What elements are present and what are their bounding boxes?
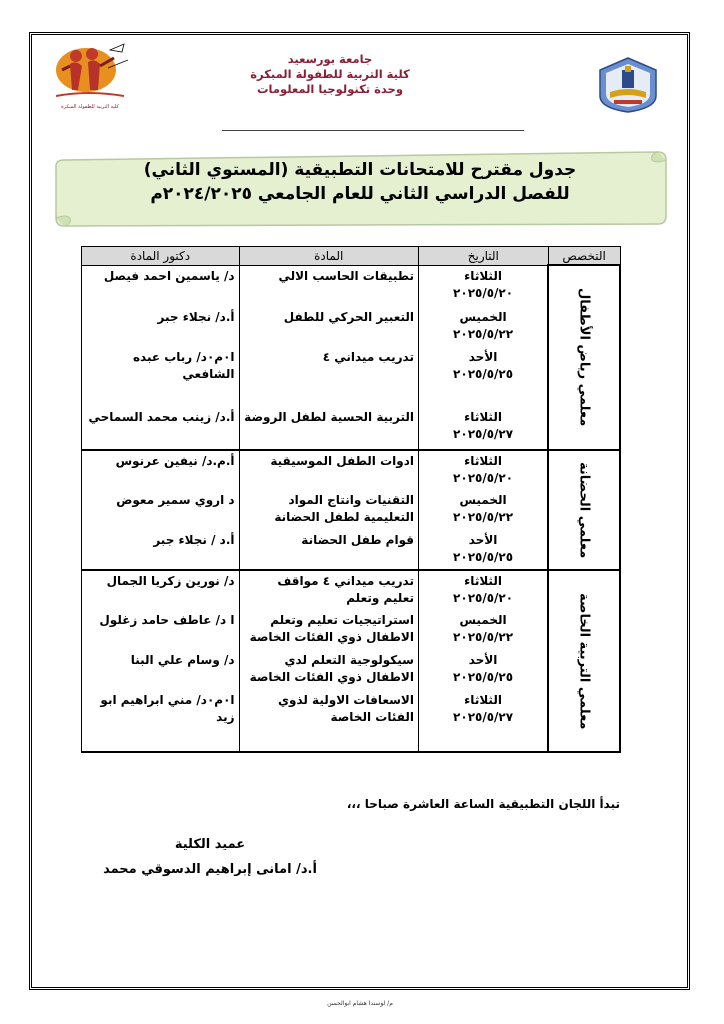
table-header-row: [82, 247, 621, 266]
doctor-cell: د/ نورين زكريا الجمال: [82, 570, 240, 610]
exam-schedule-table: [81, 246, 621, 753]
day-label: الثلاثاء: [464, 410, 502, 424]
day-label: الأحد: [468, 350, 498, 364]
title-line-1: جدول مقترح للامتحانات التطبيقية (المستوي الثاني): [143, 160, 577, 180]
university-header: [230, 52, 430, 97]
university-name: جامعة بورسعيد: [287, 52, 373, 66]
day-label: الثلاثاء: [464, 454, 502, 468]
date-label: ٢٠٢٥/٥/٢٥: [453, 367, 514, 381]
subject-cell: استراتيجيات تعليم وتعلم الاطفال ذوي الفئات الخاصة: [239, 610, 418, 650]
footer-credit: م/ لوسندا هشام ابوالحسن: [327, 1000, 393, 1007]
dean-title: عميد الكلية: [174, 837, 246, 852]
day-label: الخميس: [459, 613, 507, 627]
subject-cell: تطبيقات الحاسب الالي: [239, 265, 418, 307]
date-cell: [418, 307, 548, 347]
date-label: ٢٠٢٥/٥/٢٥: [453, 550, 514, 564]
table-row: [82, 610, 621, 650]
dean-name: أ.د/ امانى إبراهيم الدسوقي محمد: [103, 862, 317, 877]
subject-cell: تدريب ميداني ٤: [239, 347, 418, 407]
header-specialization: التخصص: [548, 247, 620, 266]
doctor-cell: د/ وسام علي البنا: [82, 650, 240, 690]
doctor-cell: أ.د/ نجلاء جبر: [82, 307, 240, 347]
table-row: [82, 307, 621, 347]
doctor-cell: د اروي سمير معوض: [82, 490, 240, 530]
logo-caption: كلية التربية للطفولة المبكرة: [61, 104, 119, 110]
table-row: [82, 490, 621, 530]
header-subject: المادة: [239, 247, 418, 266]
date-cell: [418, 265, 548, 307]
day-label: الخميس: [459, 310, 507, 324]
table-row: [82, 347, 621, 407]
specialization-cell: معلمي الحضانة: [548, 450, 620, 570]
header-doctor: دكتور المادة: [82, 247, 240, 266]
date-cell: [418, 650, 548, 690]
doctor-cell: أ.د/ زينب محمد السماحي: [82, 407, 240, 450]
date-label: ٢٠٢٥/٥/٢٠: [453, 285, 514, 300]
subject-cell: ادوات الطفل الموسيقية: [239, 450, 418, 490]
header-date: التاريخ: [418, 247, 548, 266]
doctor-cell: أ.م.د/ نيفين عرنوس: [82, 450, 240, 490]
table-row: [82, 570, 621, 610]
doctor-cell: ا د/ عاطف حامد زغلول: [82, 610, 240, 650]
date-label: ٢٠٢٥/٥/٢٧: [453, 427, 514, 441]
unit-name: وحدة تكنولوجيا المعلومات: [257, 82, 403, 96]
day-label: الثلاثاء: [464, 574, 502, 588]
date-label: ٢٠٢٥/٥/٢٠: [453, 591, 514, 605]
table-row: [82, 265, 621, 307]
date-label: ٢٠٢٥/٥/٢٧: [453, 710, 514, 724]
table-row: [82, 690, 621, 752]
date-cell: [418, 347, 548, 407]
university-logo: [596, 56, 660, 114]
date-cell: [418, 610, 548, 650]
date-label: ٢٠٢٥/٥/٢٢: [453, 510, 514, 524]
header-divider: [222, 130, 524, 131]
subject-cell: قوام طفل الحضانة: [239, 530, 418, 570]
specialization-cell: معلمي رياض الأطفال: [548, 265, 620, 450]
faculty-logo: [48, 40, 133, 112]
date-label: ٢٠٢٥/٥/٢٠: [453, 471, 514, 485]
subject-cell: التعبير الحركي للطفل: [239, 307, 418, 347]
doctor-cell: د/ ياسمين احمد فيصل: [82, 265, 240, 307]
doctor-cell: ا٠م٠د/ مني ابراهيم ابو زيد: [82, 690, 240, 752]
subject-cell: الاسعافات الاولية لذوي الفئات الخاصة: [239, 690, 418, 752]
day-label: الثلاثاء: [464, 268, 502, 283]
specialization-cell: معلمي التربية الخاصة: [548, 570, 620, 752]
date-label: ٢٠٢٥/٥/٢٢: [453, 327, 514, 341]
date-cell: [418, 570, 548, 610]
table-row: [82, 450, 621, 490]
doctor-cell: أ.د / نجلاء جبر: [82, 530, 240, 570]
doctor-cell: ا٠م٠د/ رباب عبده الشافعي: [82, 347, 240, 407]
subject-cell: التربية الحسية لطفل الروضة: [239, 407, 418, 450]
date-label: ٢٠٢٥/٥/٢٢: [453, 630, 514, 644]
day-label: الخميس: [459, 493, 507, 507]
title-line-2: للفصل الدراسي الثاني للعام الجامعي ٢٠٢٤/٢٠٢٥م: [150, 184, 570, 204]
table-row: [82, 407, 621, 450]
subject-cell: تدريب ميداني ٤ مواقف تعليم وتعلم: [239, 570, 418, 610]
day-label: الثلاثاء: [464, 693, 502, 707]
subject-cell: سيكولوجية التعلم لدي الاطفال ذوي الفئات الخاصة: [239, 650, 418, 690]
start-time-note: تبدأ اللجان التطبيقية الساعة العاشرة صباحا ،،،: [346, 797, 620, 811]
day-label: الأحد: [468, 533, 498, 547]
table-row: [82, 530, 621, 570]
table-row: [82, 650, 621, 690]
date-cell: [418, 530, 548, 570]
faculty-name: كلية التربية للطفولة المبكرة: [250, 67, 410, 81]
date-cell: [418, 490, 548, 530]
date-cell: [418, 450, 548, 490]
date-label: ٢٠٢٥/٥/٢٥: [453, 670, 514, 684]
date-cell: [418, 690, 548, 752]
subject-cell: التقنيات وانتاج المواد التعليمية لطفل الحضانة: [239, 490, 418, 530]
date-cell: [418, 407, 548, 450]
page-title: [60, 158, 660, 206]
day-label: الأحد: [468, 653, 498, 667]
